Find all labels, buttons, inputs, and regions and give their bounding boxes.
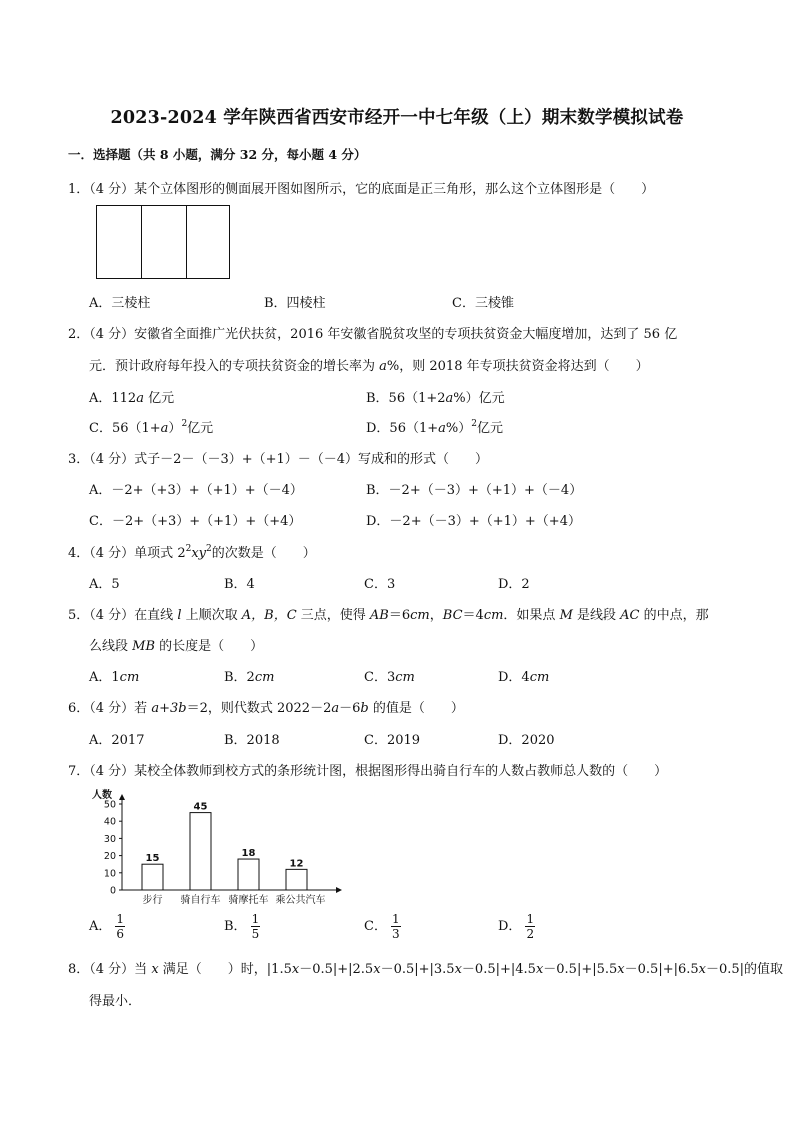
option-text: ） — [168, 421, 182, 436]
net-figure — [96, 205, 230, 279]
data-label: 18 — [241, 848, 256, 860]
exponent: 2 — [206, 544, 212, 554]
option-a[interactable]: A．三棱柱 — [89, 296, 151, 311]
option-a[interactable] — [89, 912, 125, 941]
option-a[interactable]: A．5 — [89, 577, 120, 592]
option-c[interactable] — [364, 912, 401, 941]
var-x: x — [454, 962, 462, 977]
fraction — [251, 912, 261, 941]
data-label: 45 — [193, 801, 208, 813]
fraction — [525, 912, 535, 941]
option-text: A．112 — [89, 391, 137, 406]
option-text: D． — [498, 919, 522, 934]
y-axis-arrow — [119, 794, 125, 800]
data-label: 12 — [289, 858, 304, 870]
question-5 — [68, 604, 709, 623]
text-run: ， — [429, 608, 443, 623]
y-tick-label: 20 — [103, 851, 116, 863]
option-b[interactable]: B．4 — [224, 577, 255, 592]
option-text: %）亿元 — [453, 391, 505, 406]
question-text: （4 分）某个立体图形的侧面展开图如图所示，它的底面是正三角形，那么这个立体图形是（ ） — [89, 182, 655, 197]
text-run: 么线段 — [89, 639, 133, 654]
var-a: a — [445, 391, 454, 406]
denominator: 2 — [526, 927, 535, 941]
question-1 — [68, 178, 654, 197]
x-tick-label: 步行 — [142, 895, 163, 906]
bar — [238, 859, 259, 890]
question-5-line2 — [89, 635, 263, 654]
question-number: 5． — [68, 608, 90, 623]
x-tick-label: 骑自行车 — [180, 895, 221, 906]
question-7 — [68, 760, 667, 779]
option-a[interactable]: A．2017 — [89, 733, 145, 748]
y-axis-label: 人数 — [92, 790, 112, 801]
option-text: C．3 — [364, 670, 396, 685]
option-d[interactable] — [366, 417, 503, 436]
option-b[interactable]: B．－2+（－3）+（+1）+（－4） — [366, 483, 583, 498]
option-text: B．56（1+2 — [366, 391, 446, 406]
option-a[interactable]: A．－2+（+3）+（+1）+（－4） — [89, 483, 303, 498]
expr-a-3b: a+3b — [151, 701, 187, 716]
question-number: 1． — [68, 182, 90, 197]
text-run: －0.5|+|6.5 — [624, 962, 699, 977]
option-a[interactable] — [89, 387, 174, 406]
option-text: 亿元 — [187, 421, 214, 436]
exponent: 2 — [185, 544, 192, 554]
question-number: 4． — [68, 546, 90, 561]
text-run: 元．预计政府每年投入的专项扶贫资金的增长率为 — [89, 359, 380, 374]
denominator: 6 — [116, 927, 125, 941]
option-c[interactable]: C．－2+（+3）+（+1）+（+4） — [89, 514, 302, 529]
unit-cm: cm — [529, 670, 550, 685]
var-xy: xy — [191, 546, 207, 561]
text-run: －6 — [339, 701, 361, 716]
question-4 — [68, 542, 316, 561]
var-a: a — [379, 359, 387, 374]
option-text: A．1 — [89, 670, 120, 685]
text-run: 上顺次取 — [181, 608, 242, 623]
data-label: 15 — [145, 853, 160, 865]
var-x: x — [617, 962, 625, 977]
question-3 — [68, 448, 488, 467]
option-b[interactable] — [224, 666, 274, 685]
fraction — [115, 912, 125, 941]
numerator: 1 — [251, 912, 260, 926]
text-run: （4 分）当 — [89, 962, 152, 977]
unit-cm: cm — [483, 608, 504, 623]
question-text: 的次数是（ ） — [211, 546, 316, 561]
x-tick-label: 骑摩托车 — [228, 895, 269, 906]
option-d[interactable]: D．2020 — [498, 733, 555, 748]
unit-cm: cm — [395, 670, 415, 685]
option-text: A． — [89, 919, 112, 934]
text-run: －0.5|+|2.5 — [299, 962, 374, 977]
question-text: （4 分）某校全体教师到校方式的条形统计图，根据图形得出骑自行车的人数占教师总人数的（ ） — [89, 764, 668, 779]
var-b: b — [360, 701, 369, 716]
text-run: －0.5|的值取 — [706, 962, 784, 977]
var-ac: AC — [620, 608, 640, 623]
var-a: a — [160, 421, 169, 436]
option-d[interactable]: D．2 — [498, 577, 530, 592]
var-a: a — [331, 701, 340, 716]
option-text: D．56（1+ — [366, 421, 439, 436]
net-divider — [186, 206, 187, 278]
var-x: x — [698, 962, 706, 977]
y-tick-label: 0 — [109, 885, 116, 897]
text-run: （4 分）在直线 — [89, 608, 178, 623]
option-text: D．4 — [498, 670, 530, 685]
text-run: ＝6 — [388, 608, 411, 623]
fraction — [391, 912, 401, 941]
option-c[interactable] — [89, 417, 213, 436]
option-text: %） — [445, 421, 472, 436]
y-tick-label: 40 — [103, 816, 116, 828]
question-text: （4 分）安徽省全面推广光伏扶贫，2016 年安徽省脱贫攻坚的专项扶贫资金大幅度增加，达到了 56 亿 — [89, 327, 678, 342]
var-mb: MB — [132, 639, 156, 654]
var-m: M — [559, 608, 573, 623]
page-title: 2023-2024 学年陕西省西安市经开一中七年级（上）期末数学模拟试卷 — [110, 108, 684, 128]
numerator: 1 — [391, 912, 400, 926]
numerator: 1 — [116, 912, 125, 926]
question-number: 6． — [68, 701, 90, 716]
bar — [142, 864, 163, 890]
bar — [286, 869, 307, 890]
unit-cm: cm — [254, 670, 275, 685]
question-text: （4 分）式子－2－（－3）+（+1）－（－4）写成和的形式（ ） — [89, 452, 489, 467]
option-text: B．2 — [224, 670, 255, 685]
question-text: （4 分）单项式 2 — [89, 546, 186, 561]
option-b[interactable] — [224, 912, 260, 941]
text-run: －0.5|+|5.5 — [543, 962, 618, 977]
text-run: 三点，使得 — [296, 608, 370, 623]
bar-chart — [88, 786, 348, 910]
text-run: ．如果点 — [503, 608, 560, 623]
option-c[interactable]: C．三棱锥 — [452, 296, 514, 311]
exponent: 2 — [471, 419, 477, 429]
numerator: 1 — [526, 912, 535, 926]
x-axis-arrow — [336, 887, 342, 893]
text-run: （4 分）若 — [89, 701, 152, 716]
option-text: B． — [224, 919, 247, 934]
var-a: a — [438, 421, 446, 436]
question-8-line2: 得最小． — [89, 994, 142, 1009]
var-points: A，B，C — [241, 608, 297, 623]
var-x: x — [535, 962, 544, 977]
text-run: －0.5|+|4.5 — [461, 962, 536, 977]
var-l: l — [177, 608, 182, 623]
denominator: 3 — [391, 927, 400, 941]
unit-cm: cm — [410, 608, 430, 623]
option-c[interactable]: C．2019 — [364, 733, 421, 748]
text-run: ＝2，则代数式 2022－2 — [186, 701, 332, 716]
denominator: 5 — [251, 927, 260, 941]
text-run: 的长度是（ ） — [155, 639, 264, 654]
text-run: %，则 2018 年专项扶贫资金将达到（ ） — [386, 359, 649, 374]
y-tick-label: 50 — [103, 799, 116, 811]
question-2 — [68, 323, 677, 342]
option-d[interactable] — [498, 666, 549, 685]
text-run: 的中点，那 — [639, 608, 709, 623]
bar — [190, 813, 211, 890]
text-run: 是线段 — [572, 608, 621, 623]
option-b[interactable]: B．四棱柱 — [264, 296, 326, 311]
x-tick-label: 乘公共汽车 — [275, 895, 326, 906]
question-6 — [68, 697, 464, 716]
option-text: C．56（1+ — [89, 421, 161, 436]
option-d[interactable]: D．－2+（－3）+（+1）+（+4） — [366, 514, 581, 529]
question-number: 8． — [68, 962, 90, 977]
text-run: －0.5|+|3.5 — [380, 962, 455, 977]
question-2-line2 — [89, 355, 649, 374]
text-run: ＝4 — [462, 608, 484, 623]
option-text: 亿元 — [143, 391, 175, 406]
var-a: a — [136, 391, 144, 406]
y-tick-label: 30 — [103, 833, 116, 845]
question-number: 7． — [68, 764, 90, 779]
net-divider — [141, 206, 142, 278]
section-heading: 一．选择题（共 8 小题，满分 32 分，每小题 4 分） — [68, 147, 367, 162]
question-number: 3． — [68, 452, 90, 467]
option-d[interactable] — [498, 912, 535, 941]
option-c[interactable] — [364, 666, 415, 685]
var-x: x — [291, 962, 300, 977]
var-ab: AB — [369, 608, 389, 623]
exponent: 2 — [181, 419, 188, 429]
question-number: 2． — [68, 327, 90, 342]
var-x: x — [151, 962, 159, 977]
option-b[interactable] — [366, 387, 505, 406]
option-b[interactable]: B．2018 — [224, 733, 280, 748]
option-c[interactable]: C．3 — [364, 577, 396, 592]
question-8 — [68, 958, 783, 977]
text-run: 满足（ ）时，|1.5 — [158, 962, 292, 977]
unit-cm: cm — [119, 670, 140, 685]
y-tick-label: 10 — [103, 868, 116, 880]
option-text: 亿元 — [477, 421, 504, 436]
var-bc: BC — [442, 608, 463, 623]
text-run: 的值是（ ） — [368, 701, 464, 716]
var-x: x — [373, 962, 381, 977]
option-a[interactable] — [89, 666, 139, 685]
option-text: C． — [364, 919, 387, 934]
